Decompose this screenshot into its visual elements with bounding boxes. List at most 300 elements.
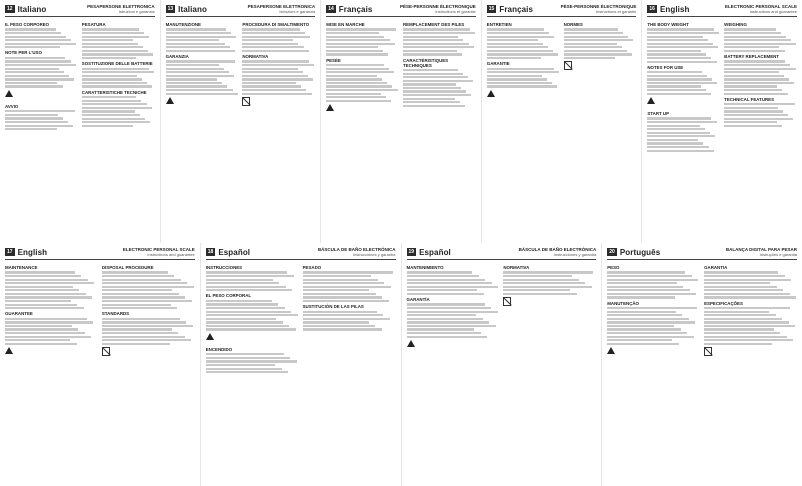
text-line — [503, 275, 572, 277]
text-line — [704, 339, 793, 341]
text-line — [647, 82, 717, 84]
page-header — [607, 245, 797, 260]
text-line — [403, 90, 466, 92]
text-line — [5, 275, 81, 277]
text-line — [647, 71, 702, 73]
text-block — [5, 28, 78, 48]
text-line — [704, 325, 795, 327]
product-title: PESAPERSONE ELETTRONICA — [87, 4, 155, 9]
text-line — [724, 60, 785, 62]
text-block — [487, 28, 560, 59]
text-line — [647, 150, 713, 152]
text-line — [403, 94, 471, 96]
text-line — [724, 64, 790, 66]
section-heading: CARACTÉRISTIQUES TECHNIQUES — [402, 57, 449, 68]
manual-page — [161, 0, 322, 243]
text-line — [206, 364, 276, 366]
text-line — [102, 332, 178, 334]
text-line — [503, 271, 593, 273]
crossed-bin-icon — [102, 347, 110, 356]
page-body — [326, 20, 476, 118]
text-block — [82, 96, 155, 127]
page-body-column — [102, 263, 195, 361]
manual-page — [482, 0, 643, 243]
text-line — [403, 53, 462, 55]
text-line — [5, 85, 63, 87]
section-heading: AVVIO — [5, 103, 19, 109]
text-block — [5, 318, 98, 345]
text-line — [607, 311, 676, 313]
section-heading: MISE EN MARCHE — [326, 22, 365, 27]
text-line — [5, 57, 65, 59]
text-line — [607, 271, 685, 273]
page-body — [5, 20, 155, 132]
weee-notice — [704, 347, 797, 356]
text-line — [206, 328, 296, 330]
text-line — [5, 307, 84, 309]
text-line — [724, 82, 794, 84]
section-heading: THE BODY WEIGHT — [647, 22, 689, 27]
text-line — [82, 103, 147, 105]
text-line — [102, 304, 171, 306]
page-header-left — [607, 248, 660, 257]
page-body — [206, 263, 396, 375]
text-line — [5, 339, 70, 341]
text-line — [5, 121, 68, 123]
text-line — [564, 36, 629, 38]
section-heading: NOTES FOR USE — [647, 64, 684, 70]
text-line — [206, 271, 288, 273]
product-subtitle: Instruções e garantia — [759, 252, 797, 257]
text-block — [242, 28, 315, 52]
text-line — [403, 32, 475, 34]
section-heading: MAINTENANCE — [5, 265, 38, 270]
text-line — [704, 275, 785, 277]
page-header-right — [123, 247, 195, 257]
manual-page — [0, 243, 201, 486]
text-line — [82, 57, 137, 59]
section-heading: GARANTÍA — [406, 297, 430, 303]
page-body-column — [647, 20, 720, 153]
text-line — [647, 85, 700, 87]
text-block — [607, 307, 700, 345]
text-line — [607, 343, 679, 345]
text-line — [206, 303, 278, 305]
text-line — [503, 293, 576, 295]
text-block — [206, 300, 299, 331]
text-line — [326, 43, 394, 45]
text-line — [206, 325, 290, 327]
section-heading: IL PESO CORPOREO — [5, 22, 50, 27]
section-heading: PESADO — [302, 265, 322, 270]
page-header-right — [318, 247, 396, 257]
product-title: BÁSCULA DE BAÑO ELECTRÓNICA — [317, 247, 396, 252]
text-line — [564, 50, 627, 52]
text-line — [303, 300, 389, 302]
text-line — [303, 328, 382, 330]
text-line — [647, 125, 699, 127]
text-line — [487, 78, 547, 80]
text-line — [303, 286, 391, 288]
warning-icon — [5, 347, 13, 354]
text-line — [487, 68, 554, 70]
page-number: 16 — [649, 6, 655, 12]
manual-page — [201, 243, 402, 486]
product-subtitle: Instrucciones y garantía — [553, 252, 597, 257]
text-line — [242, 78, 313, 80]
text-line — [487, 43, 543, 45]
text-block — [166, 28, 239, 52]
text-line — [82, 68, 149, 70]
text-block — [5, 110, 78, 130]
text-line — [102, 293, 179, 295]
text-line — [407, 307, 492, 309]
text-line — [166, 82, 223, 84]
text-line — [166, 46, 230, 48]
text-line — [242, 36, 310, 38]
section-heading: NORMES — [563, 22, 583, 27]
text-line — [564, 28, 619, 30]
page-header-right — [561, 4, 637, 14]
text-line — [407, 289, 478, 291]
page-header-left — [166, 5, 207, 14]
page-language: Français — [338, 4, 373, 14]
text-line — [166, 75, 234, 77]
text-line — [724, 125, 782, 127]
text-line — [102, 339, 191, 341]
text-line — [5, 293, 86, 295]
text-block — [102, 318, 195, 345]
text-line — [82, 78, 142, 80]
text-line — [403, 87, 461, 89]
text-line — [487, 71, 559, 73]
text-line — [487, 53, 558, 55]
text-line — [326, 50, 383, 52]
manual-page — [602, 243, 802, 486]
text-line — [704, 336, 787, 338]
text-line — [5, 343, 77, 345]
warning-icon — [487, 90, 495, 97]
text-line — [407, 286, 499, 288]
text-line — [102, 325, 193, 327]
crossed-bin-icon — [704, 347, 712, 356]
text-line — [166, 64, 219, 66]
section-heading: GUARANTEE — [5, 311, 33, 317]
text-line — [166, 68, 224, 70]
text-line — [564, 43, 617, 45]
text-line — [303, 279, 378, 281]
text-line — [5, 46, 60, 48]
section-heading: STANDARDS — [101, 311, 130, 317]
text-line — [326, 28, 396, 30]
text-line — [724, 50, 784, 52]
text-line — [82, 36, 150, 38]
text-line — [724, 46, 779, 48]
text-line — [5, 36, 66, 38]
text-line — [242, 39, 293, 41]
text-line — [647, 50, 701, 52]
page-header-right — [400, 4, 476, 14]
text-block — [326, 64, 399, 102]
page-header-left — [5, 248, 47, 257]
section-heading: PROCEDURA DI SMALTIMENTO — [242, 22, 310, 27]
text-line — [607, 314, 682, 316]
text-line — [403, 69, 458, 71]
text-line — [704, 271, 778, 273]
page-body-column — [242, 20, 315, 111]
text-line — [487, 28, 545, 30]
text-line — [724, 36, 786, 38]
text-line — [487, 57, 542, 59]
text-line — [326, 89, 397, 91]
text-line — [607, 282, 677, 284]
text-line — [303, 282, 385, 284]
text-line — [724, 89, 782, 91]
page-body-column — [403, 20, 476, 118]
page-number: 17 — [7, 249, 13, 255]
text-block — [407, 271, 500, 295]
text-line — [5, 82, 57, 84]
text-block — [303, 271, 396, 302]
text-line — [82, 28, 140, 30]
section-heading: ENTRETIEN — [486, 22, 512, 27]
text-line — [724, 114, 788, 116]
text-line — [166, 39, 220, 41]
product-title: BÁSCULA DE BAÑO ELECTRÓNICA — [518, 247, 597, 252]
text-line — [82, 50, 148, 52]
text-block — [647, 71, 720, 95]
page-header-left — [407, 248, 451, 257]
product-title: PÈSE-PERSONNE ÉLECTRONIQUE — [560, 4, 637, 9]
text-line — [5, 296, 92, 298]
text-line — [326, 85, 392, 87]
page-number: 12 — [7, 6, 13, 12]
warning-icon — [647, 97, 655, 104]
text-line — [403, 43, 469, 45]
crossed-bin-icon — [242, 97, 250, 106]
text-line — [647, 146, 708, 148]
text-block — [607, 271, 700, 298]
text-line — [166, 32, 232, 34]
text-line — [5, 328, 78, 330]
section-heading: SOSTITUZIONE DELLE BATTERIE — [81, 61, 153, 67]
text-block — [242, 60, 315, 94]
text-line — [704, 296, 796, 298]
warning-note — [206, 333, 299, 345]
text-line — [5, 75, 69, 77]
text-block — [647, 28, 720, 62]
text-block — [82, 68, 155, 88]
text-line — [102, 289, 173, 291]
text-block — [303, 311, 396, 331]
text-line — [326, 100, 391, 102]
text-line — [704, 307, 790, 309]
product-title: ELECTRONIC PERSONAL SCALE — [725, 4, 797, 9]
text-line — [564, 57, 616, 59]
page-body-column — [503, 263, 596, 354]
page-header — [166, 2, 316, 17]
text-line — [326, 64, 384, 66]
text-line — [303, 325, 375, 327]
text-block — [102, 271, 195, 309]
text-line — [5, 271, 75, 273]
text-line — [82, 71, 154, 73]
warning-note — [407, 340, 500, 352]
text-line — [403, 46, 474, 48]
warning-icon — [206, 333, 214, 340]
warning-icon — [607, 347, 615, 354]
text-line — [102, 328, 172, 330]
text-line — [303, 293, 376, 295]
text-line — [407, 293, 484, 295]
section-heading: ESPECIFICAÇÕES — [704, 300, 743, 306]
text-line — [82, 118, 145, 120]
text-line — [242, 93, 311, 95]
page-body — [407, 263, 597, 354]
text-line — [647, 36, 702, 38]
page-body-column — [487, 20, 560, 104]
section-heading: TECHNICAL FEATURES — [724, 96, 775, 102]
product-title: PÈSE-PERSONNE ÉLECTRONIQUE — [400, 4, 476, 9]
crossed-bin-icon — [564, 61, 572, 70]
section-heading: NOTE PER L'USO — [5, 50, 42, 56]
text-line — [724, 68, 795, 70]
text-line — [326, 82, 387, 84]
text-line — [303, 289, 370, 291]
text-line — [607, 318, 689, 320]
text-line — [303, 296, 383, 298]
page-header — [5, 245, 195, 260]
page-body-column — [564, 20, 637, 104]
text-line — [206, 353, 284, 355]
text-line — [102, 286, 194, 288]
text-line — [647, 57, 711, 59]
text-line — [326, 36, 384, 38]
page-body-column — [5, 20, 78, 132]
text-line — [82, 121, 150, 123]
bottom-row — [0, 243, 802, 486]
text-line — [647, 121, 716, 123]
text-line — [5, 28, 56, 30]
text-line — [102, 300, 192, 302]
text-line — [303, 321, 369, 323]
manual-page — [321, 0, 482, 243]
text-line — [82, 85, 153, 87]
page-header — [326, 2, 476, 17]
page-header — [5, 2, 155, 17]
text-line — [326, 68, 389, 70]
page-body-column — [326, 20, 399, 118]
text-line — [607, 279, 698, 281]
text-line — [724, 39, 791, 41]
text-block — [647, 117, 720, 151]
text-line — [503, 286, 591, 288]
text-line — [704, 286, 776, 288]
text-line — [5, 60, 71, 62]
text-line — [206, 282, 279, 284]
text-line — [82, 75, 137, 77]
text-line — [403, 105, 465, 107]
text-line — [206, 321, 283, 323]
text-line — [724, 43, 796, 45]
text-line — [5, 68, 59, 70]
product-title: ELECTRONIC PERSONAL SCALE — [122, 247, 195, 252]
weee-notice — [242, 97, 315, 106]
text-line — [403, 28, 470, 30]
text-line — [5, 286, 73, 288]
text-line — [5, 71, 64, 73]
text-line — [724, 75, 784, 77]
text-line — [407, 332, 481, 334]
text-line — [5, 304, 77, 306]
product-subtitle: Istruzioni e garanzia — [118, 9, 155, 14]
weee-notice — [564, 61, 637, 70]
text-line — [242, 43, 298, 45]
text-line — [647, 93, 710, 95]
text-line — [704, 343, 772, 345]
section-heading: GARANTIE — [486, 61, 510, 67]
text-block — [206, 271, 299, 291]
text-line — [5, 39, 71, 41]
text-line — [647, 128, 705, 130]
page-header-left — [326, 5, 372, 14]
text-line — [607, 332, 687, 334]
text-line — [704, 293, 789, 295]
text-line — [5, 332, 85, 334]
text-line — [704, 289, 783, 291]
text-line — [647, 39, 707, 41]
text-line — [503, 279, 578, 281]
text-line — [5, 78, 74, 80]
text-block — [5, 57, 78, 88]
text-line — [242, 82, 296, 84]
page-header-right — [87, 4, 155, 14]
text-block — [724, 28, 797, 52]
page-body-column — [724, 20, 797, 153]
page-header — [206, 245, 396, 260]
text-line — [206, 311, 291, 313]
text-line — [704, 328, 774, 330]
text-line — [5, 125, 73, 127]
text-line — [647, 75, 707, 77]
text-line — [407, 279, 486, 281]
text-line — [166, 60, 236, 62]
text-line — [82, 53, 153, 55]
text-line — [403, 76, 468, 78]
text-line — [5, 279, 88, 281]
text-line — [166, 85, 228, 87]
text-line — [166, 93, 238, 95]
text-line — [82, 114, 140, 116]
text-line — [724, 28, 776, 30]
page-number: 20 — [609, 249, 615, 255]
text-line — [326, 53, 388, 55]
text-line — [326, 93, 381, 95]
text-line — [326, 96, 386, 98]
page-body — [487, 20, 637, 104]
text-block — [403, 28, 476, 55]
text-line — [704, 311, 769, 313]
section-heading: BATTERY REPLACEMENT — [724, 54, 779, 60]
text-line — [5, 128, 57, 130]
text-line — [5, 114, 58, 116]
page-header-right — [519, 247, 597, 257]
warning-note — [166, 97, 239, 109]
warning-note — [5, 347, 98, 359]
text-line — [326, 78, 382, 80]
text-line — [82, 46, 143, 48]
page-header — [647, 2, 797, 17]
